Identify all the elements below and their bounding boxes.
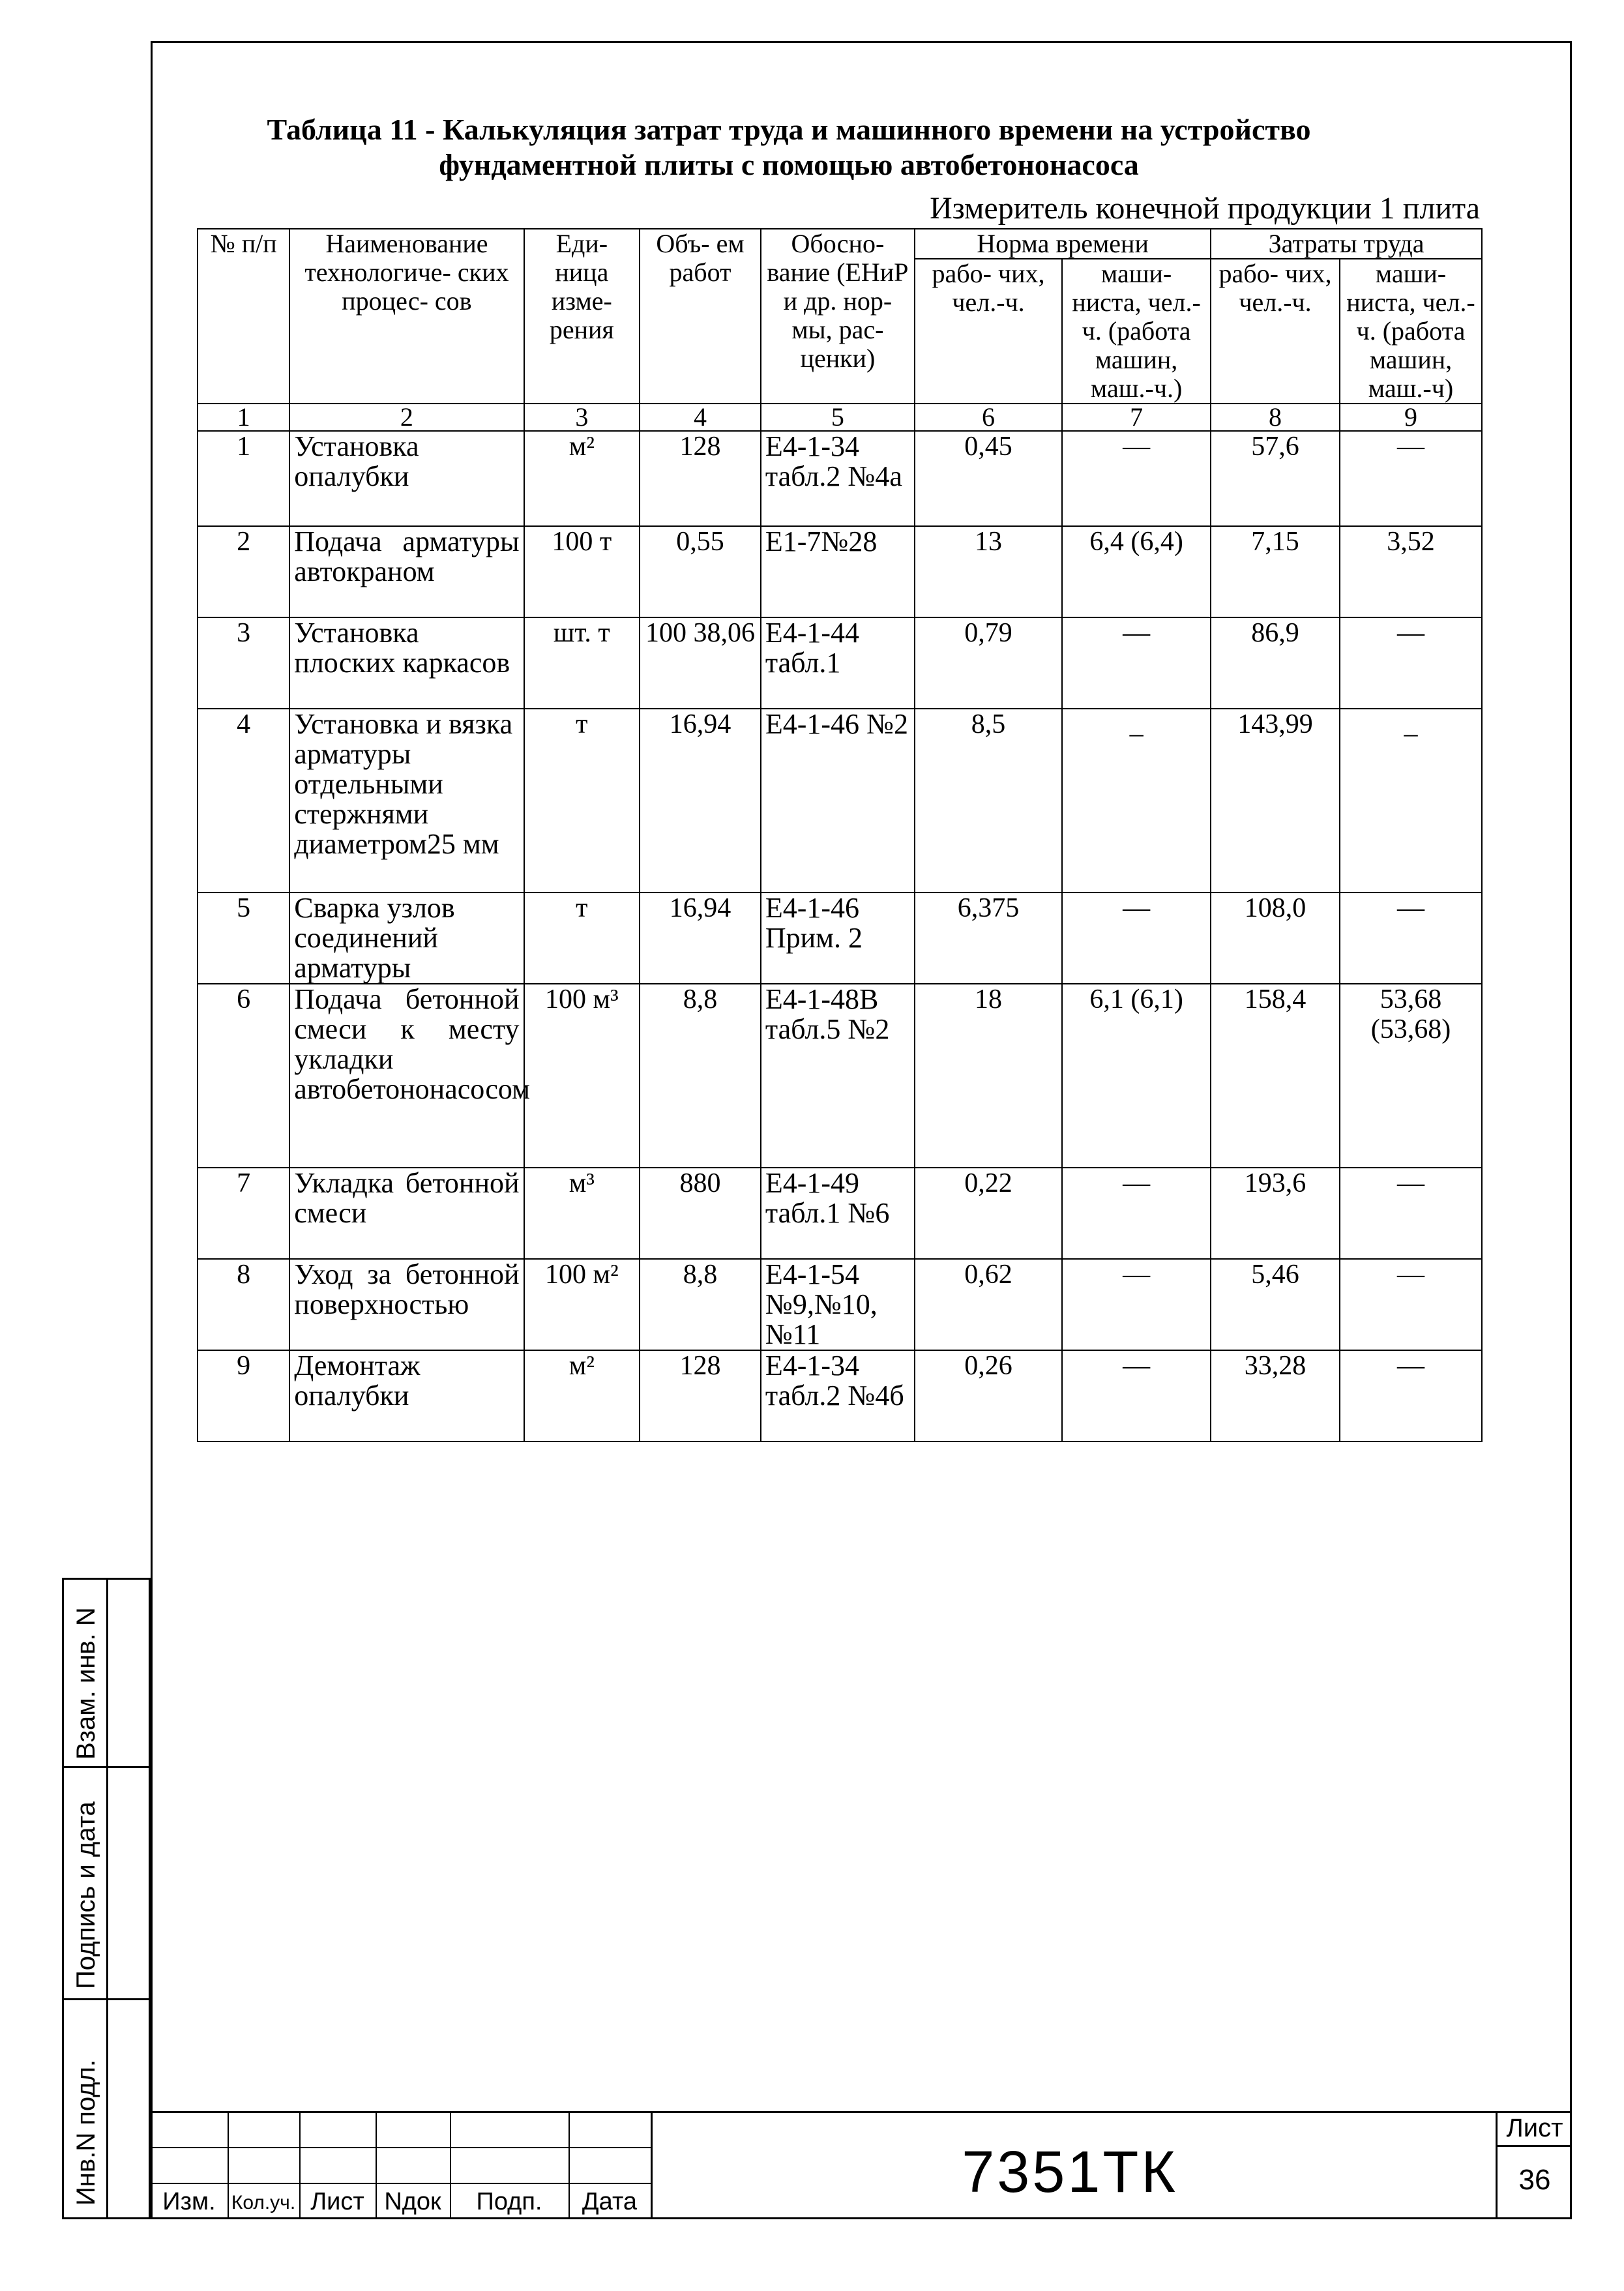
row-name: Установка и вязка арматуры отдельными стержнями диаметром25 мм	[289, 709, 524, 893]
row-norm-workers: 0,79	[915, 617, 1062, 709]
row-norm-machinists: 6,4 (6,4)	[1062, 526, 1211, 617]
row-no: 2	[198, 526, 289, 617]
row-norm-machinists: _	[1062, 709, 1211, 893]
label-kol-uch: Кол.уч.	[231, 2192, 296, 2213]
row-norm-workers: 0,26	[915, 1350, 1062, 1441]
row-unit: м³	[524, 1168, 640, 1259]
row-basis: Е4-1-46 Прим. 2	[761, 893, 915, 984]
side-stamp	[62, 1578, 151, 2219]
row-no: 9	[198, 1350, 289, 1441]
labor-cost-table	[197, 228, 1483, 1442]
row-name: Сварка узлов соединений арматуры	[289, 893, 524, 984]
header-cost-workers: рабо- чих, чел.-ч.	[1211, 259, 1340, 404]
inv-vzam-label: Взам. инв. N	[72, 1607, 100, 1760]
row-cost-machinists: —	[1340, 893, 1482, 984]
side-stamp-divider	[64, 1998, 149, 2000]
row-volume: 16,94	[640, 893, 761, 984]
header-norm-machinists: маши- ниста, чел.-ч. (работа машин, маш.-ч.)	[1062, 259, 1211, 404]
header-name: Наименование технологиче- ских процес- сов	[289, 229, 524, 404]
doc-code-cell	[651, 2111, 1572, 2219]
row-cost-workers: 193,6	[1211, 1168, 1340, 1259]
row-unit: т	[524, 893, 640, 984]
row-unit: шт. т	[524, 617, 640, 709]
col-number: 1	[198, 404, 289, 431]
label-data: Дата	[582, 2188, 638, 2215]
row-norm-machinists: —	[1062, 617, 1211, 709]
grid-line	[151, 2111, 651, 2113]
sign-date-label: Подпись и дата	[72, 1801, 100, 1989]
title-block	[151, 2111, 1572, 2219]
row-volume: 8,8	[640, 984, 761, 1168]
row-unit: 100 м³	[524, 984, 640, 1168]
grid-line	[151, 2147, 651, 2148]
table-row	[198, 1350, 1482, 1441]
row-norm-machinists: —	[1062, 1259, 1211, 1350]
row-basis: Е1-7№28	[761, 526, 915, 617]
sheet-number: 36	[1518, 2164, 1551, 2196]
row-name: Подача бетонной смеси к месту укладки автобетононасосом	[289, 984, 524, 1168]
row-unit: т	[524, 709, 640, 893]
table-row	[198, 1259, 1482, 1350]
row-norm-workers: 18	[915, 984, 1062, 1168]
row-norm-machinists: —	[1062, 1350, 1211, 1441]
grid-line	[151, 2183, 651, 2184]
row-basis: Е4-1-54 №9,№10, №11	[761, 1259, 915, 1350]
table-row	[198, 617, 1482, 709]
row-no: 1	[198, 431, 289, 526]
row-unit: 100 т	[524, 526, 640, 617]
row-norm-workers: 6,375	[915, 893, 1062, 984]
row-norm-workers: 8,5	[915, 709, 1062, 893]
row-norm-machinists: —	[1062, 1168, 1211, 1259]
row-no: 4	[198, 709, 289, 893]
table-row	[198, 893, 1482, 984]
label-podp: Подп.	[476, 2188, 542, 2215]
row-volume: 128	[640, 1350, 761, 1441]
header-volume: Объ- ем работ	[640, 229, 761, 404]
row-volume: 16,94	[640, 709, 761, 893]
row-cost-machinists: —	[1340, 1259, 1482, 1350]
sheet-cell	[1496, 2111, 1572, 2219]
header-basis: Обосно- вание (ЕНиР и др. нор- мы, рас- ценки)	[761, 229, 915, 404]
header-norm-group: Норма времени	[915, 229, 1211, 259]
label-ndok: Nдок	[384, 2188, 441, 2215]
row-volume: 880	[640, 1168, 761, 1259]
row-cost-machinists: 3,52	[1340, 526, 1482, 617]
side-stamp-divider	[64, 1766, 149, 1768]
table-row	[198, 431, 1482, 526]
row-cost-workers: 5,46	[1211, 1259, 1340, 1350]
header-cost-machinists: маши- ниста, чел.-ч. (работа машин, маш.-ч)	[1340, 259, 1482, 404]
row-name: Демонтаж опалубки	[289, 1350, 524, 1441]
title-line-2: фундаментной плиты с помощью автобетононасоса	[439, 148, 1139, 181]
row-norm-workers: 13	[915, 526, 1062, 617]
table-row	[198, 1168, 1482, 1259]
table-row	[198, 526, 1482, 617]
row-norm-workers: 0,62	[915, 1259, 1062, 1350]
table-title	[196, 112, 1382, 183]
row-no: 6	[198, 984, 289, 1168]
row-volume: 8,8	[640, 1259, 761, 1350]
row-name: Уход за бетонной поверхностью	[289, 1259, 524, 1350]
row-basis: Е4-1-34 табл.2 №4а	[761, 431, 915, 526]
sheet-label: Лист	[1498, 2111, 1572, 2147]
row-cost-workers: 143,99	[1211, 709, 1340, 893]
col-number: 3	[524, 404, 640, 431]
row-norm-machinists: 6,1 (6,1)	[1062, 984, 1211, 1168]
row-norm-workers: 0,45	[915, 431, 1062, 526]
row-name: Подача арматуры автокраном	[289, 526, 524, 617]
header-unit: Еди- ница изме- рения	[524, 229, 640, 404]
row-name: Укладка бетонной смеси	[289, 1168, 524, 1259]
table-row	[198, 984, 1482, 1168]
row-cost-workers: 108,0	[1211, 893, 1340, 984]
row-no: 5	[198, 893, 289, 984]
column-number-row	[198, 404, 1482, 431]
row-cost-machinists: —	[1340, 1168, 1482, 1259]
row-cost-workers: 158,4	[1211, 984, 1340, 1168]
row-basis: Е4-1-49 табл.1 №6	[761, 1168, 915, 1259]
row-basis: Е4-1-44 табл.1	[761, 617, 915, 709]
row-basis: Е4-1-46 №2	[761, 709, 915, 893]
row-cost-machinists: 53,68 (53,68)	[1340, 984, 1482, 1168]
col-number: 4	[640, 404, 761, 431]
header-norm-workers: рабо- чих, чел.-ч.	[915, 259, 1062, 404]
row-cost-machinists: —	[1340, 1350, 1482, 1441]
row-basis: Е4-1-48В табл.5 №2	[761, 984, 915, 1168]
label-list: Лист	[310, 2188, 364, 2215]
header-no: № п/п	[198, 229, 289, 404]
row-no: 7	[198, 1168, 289, 1259]
row-unit: м²	[524, 1350, 640, 1441]
col-number: 2	[289, 404, 524, 431]
col-number: 5	[761, 404, 915, 431]
row-name: Установка опалубки	[289, 431, 524, 526]
col-number: 6	[915, 404, 1062, 431]
row-cost-workers: 57,6	[1211, 431, 1340, 526]
inv-podl-label: Инв.N подл.	[72, 2059, 100, 2206]
row-cost-workers: 7,15	[1211, 526, 1340, 617]
row-cost-machinists: —	[1340, 431, 1482, 526]
row-cost-machinists: _	[1340, 709, 1482, 893]
row-name: Установка плоских каркасов	[289, 617, 524, 709]
table-row	[198, 709, 1482, 893]
header-cost-group: Затраты труда	[1211, 229, 1482, 259]
row-volume: 0,55	[640, 526, 761, 617]
row-cost-workers: 86,9	[1211, 617, 1340, 709]
row-norm-machinists: —	[1062, 431, 1211, 526]
row-volume: 128	[640, 431, 761, 526]
col-number: 9	[1340, 404, 1482, 431]
header-row-1	[198, 229, 1482, 259]
row-norm-workers: 0,22	[915, 1168, 1062, 1259]
row-unit: 100 м²	[524, 1259, 640, 1350]
measure-unit-caption: Измеритель конечной продукции 1 плита	[930, 191, 1480, 226]
title-line-1: Таблица 11 - Калькуляция затрат труда и машинного времени на устройство	[267, 113, 1311, 146]
row-unit: м²	[524, 431, 640, 526]
doc-code: 7351ТК	[962, 2140, 1178, 2205]
row-volume: 100 38,06	[640, 617, 761, 709]
row-cost-machinists: —	[1340, 617, 1482, 709]
col-number: 7	[1062, 404, 1211, 431]
revision-grid	[151, 2111, 651, 2219]
col-number: 8	[1211, 404, 1340, 431]
row-no: 3	[198, 617, 289, 709]
row-basis: Е4-1-34 табл.2 №4б	[761, 1350, 915, 1441]
row-no: 8	[198, 1259, 289, 1350]
row-norm-machinists: —	[1062, 893, 1211, 984]
label-izm: Изм.	[162, 2188, 216, 2215]
row-cost-workers: 33,28	[1211, 1350, 1340, 1441]
